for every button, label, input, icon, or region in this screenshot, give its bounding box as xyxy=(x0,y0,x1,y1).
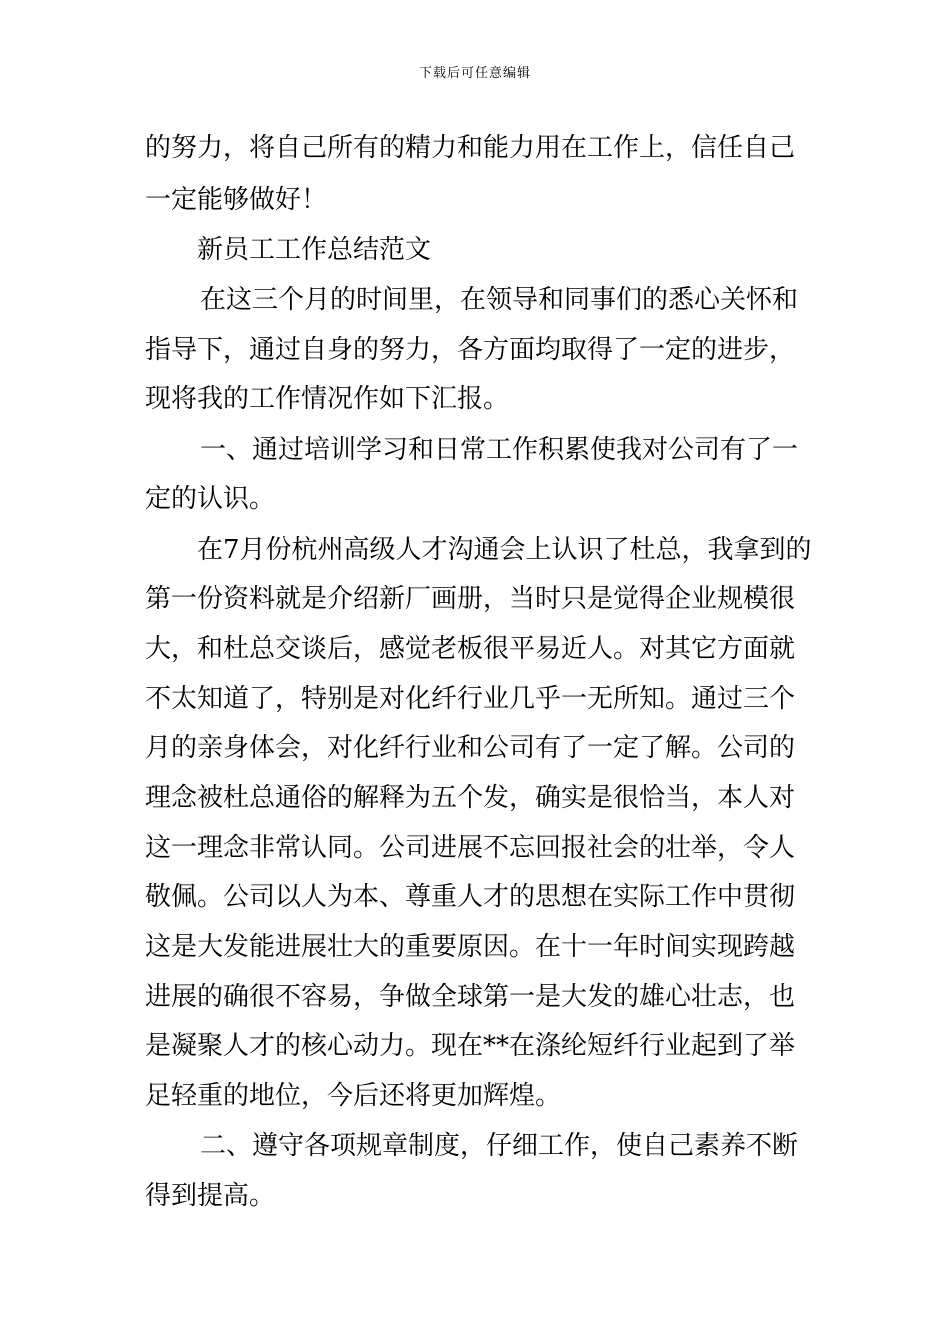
text-line: 现将我的工作情况作如下汇报。 xyxy=(145,384,510,414)
section-heading: 新员工工作总结范文 xyxy=(197,235,432,265)
text-line: 一、通过培训学习和日常工作积累使我对公司有了一 xyxy=(200,435,799,465)
page-header: 下载后可任意编辑 xyxy=(418,66,531,81)
text-line: 这是大发能进展壮大的重要原因。在十一年时间实现跨越 xyxy=(145,932,796,962)
text-line: 敬佩。公司以人为本、尊重人才的思想在实际工作中贯彻 xyxy=(145,882,796,912)
text-line: 在这三个月的时间里，在领导和同事们的悉心关怀和 xyxy=(200,285,799,315)
text-line: 第一份资料就是介绍新厂画册，当时只是觉得企业规模很 xyxy=(145,584,796,614)
text-line: 不太知道了，特别是对化纤行业几乎一无所知。通过三个 xyxy=(145,684,796,714)
text-line: 二、遵守各项规章制度，仔细工作，使自己素养不断 xyxy=(200,1131,799,1161)
text-line: 这一理念非常认同。公司进展不忘回报社会的壮举，令人 xyxy=(145,833,796,863)
text-line: 进展的确很不容易，争做全球第一是大发的雄心壮志，也 xyxy=(145,982,796,1012)
text-line: 理念被杜总通俗的解释为五个发，确实是很恰当，本人对 xyxy=(145,783,796,813)
text-line: 在7月份杭州高级人才沟通会上认识了杜总，我拿到的 xyxy=(197,535,812,565)
text-line: 一定能够做好！ xyxy=(145,185,328,215)
text-line: 大，和杜总交谈后，感觉老板很平易近人。对其它方面就 xyxy=(145,634,796,664)
text-line: 的努力，将自己所有的精力和能力用在工作上，信任自己 xyxy=(145,133,796,163)
text-line: 月的亲身体会，对化纤行业和公司有了一定了解。公司的 xyxy=(145,733,796,763)
text-line: 足轻重的地位，今后还将更加辉煌。 xyxy=(145,1081,562,1111)
text-line: 指导下，通过自身的努力，各方面均取得了一定的进步， xyxy=(145,335,796,365)
text-line: 定的认识。 xyxy=(145,484,276,514)
text-line: 是凝聚人才的核心动力。现在**在涤纶短纤行业起到了举 xyxy=(145,1031,796,1061)
text-line: 得到提高。 xyxy=(145,1181,276,1211)
